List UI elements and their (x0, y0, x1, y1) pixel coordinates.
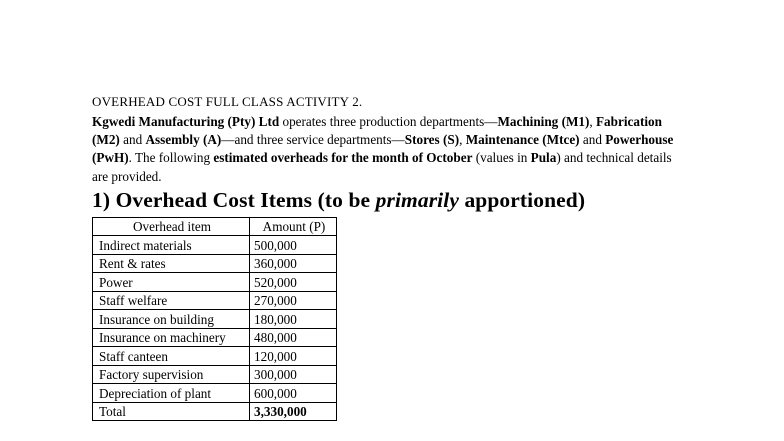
overhead-cost-table (92, 217, 337, 422)
header-overhead-item: Overhead item (93, 217, 250, 236)
amount-cell: 360,000 (250, 254, 337, 273)
activity-title: OVERHEAD COST FULL CLASS ACTIVITY 2. (92, 94, 363, 109)
total-amount: 3,330,000 (250, 402, 337, 421)
table-row (93, 236, 337, 255)
amount-cell: 480,000 (250, 328, 337, 347)
dept-powerhouse: Powerhouse (PwH) (92, 132, 674, 166)
section-heading-emphasis: primarily (375, 187, 459, 212)
item-cell: Factory supervision (93, 365, 250, 384)
table-header-row (93, 217, 337, 236)
table-row (93, 328, 337, 347)
estimated-overheads-phrase: estimated overheads for the month of October (213, 150, 473, 166)
table-row (93, 254, 337, 273)
company-name: Kgwedi Manufacturing (Pty) Ltd (92, 114, 280, 129)
table-row (93, 347, 337, 366)
amount-cell: 520,000 (250, 273, 337, 292)
amount-cell: 500,000 (250, 236, 337, 255)
document-page (92, 93, 692, 421)
table-row (93, 310, 337, 329)
dept-stores: Stores (S) (404, 132, 460, 148)
table-row (93, 273, 337, 292)
amount-cell: 120,000 (250, 347, 337, 366)
dept-assembly: Assembly (A) (145, 132, 222, 148)
item-cell: Insurance on building (93, 310, 250, 329)
table-row (93, 291, 337, 310)
intro-paragraph: Kgwedi Manufacturing (Pty) Ltd operates three production departments—Machining (M1), Fabrication (M2) and Assembly (A)—and three service departments—Stores (S), Maintenance (Mtce) and Powerhouse (PwH). The following estimated overheads for the month of October (values in Pula) and technical details are provided. (92, 114, 674, 184)
item-cell: Rent & rates (93, 254, 250, 273)
item-cell: Insurance on machinery (93, 328, 250, 347)
amount-cell: 270,000 (250, 291, 337, 310)
amount-cell: 180,000 (250, 310, 337, 329)
amount-cell: 300,000 (250, 365, 337, 384)
item-cell: Indirect materials (93, 236, 250, 255)
item-cell: Staff welfare (93, 291, 250, 310)
header-amount: Amount (P) (250, 217, 337, 236)
currency-pula: Pula (530, 150, 557, 166)
table-row (93, 384, 337, 403)
dept-maintenance: Maintenance (Mtce) (465, 132, 580, 148)
item-cell: Staff canteen (93, 347, 250, 366)
table-total-row (93, 402, 337, 421)
total-label: Total (93, 402, 250, 421)
item-cell: Power (93, 273, 250, 292)
section-heading: 1) Overhead Cost Items (to be primarily apportioned) (92, 187, 586, 212)
dept-fabrication: Fabrication (M2) (92, 114, 662, 148)
dept-machining: Machining (M1) (497, 114, 590, 129)
amount-cell: 600,000 (250, 384, 337, 403)
item-cell: Depreciation of plant (93, 384, 250, 403)
table-row (93, 365, 337, 384)
